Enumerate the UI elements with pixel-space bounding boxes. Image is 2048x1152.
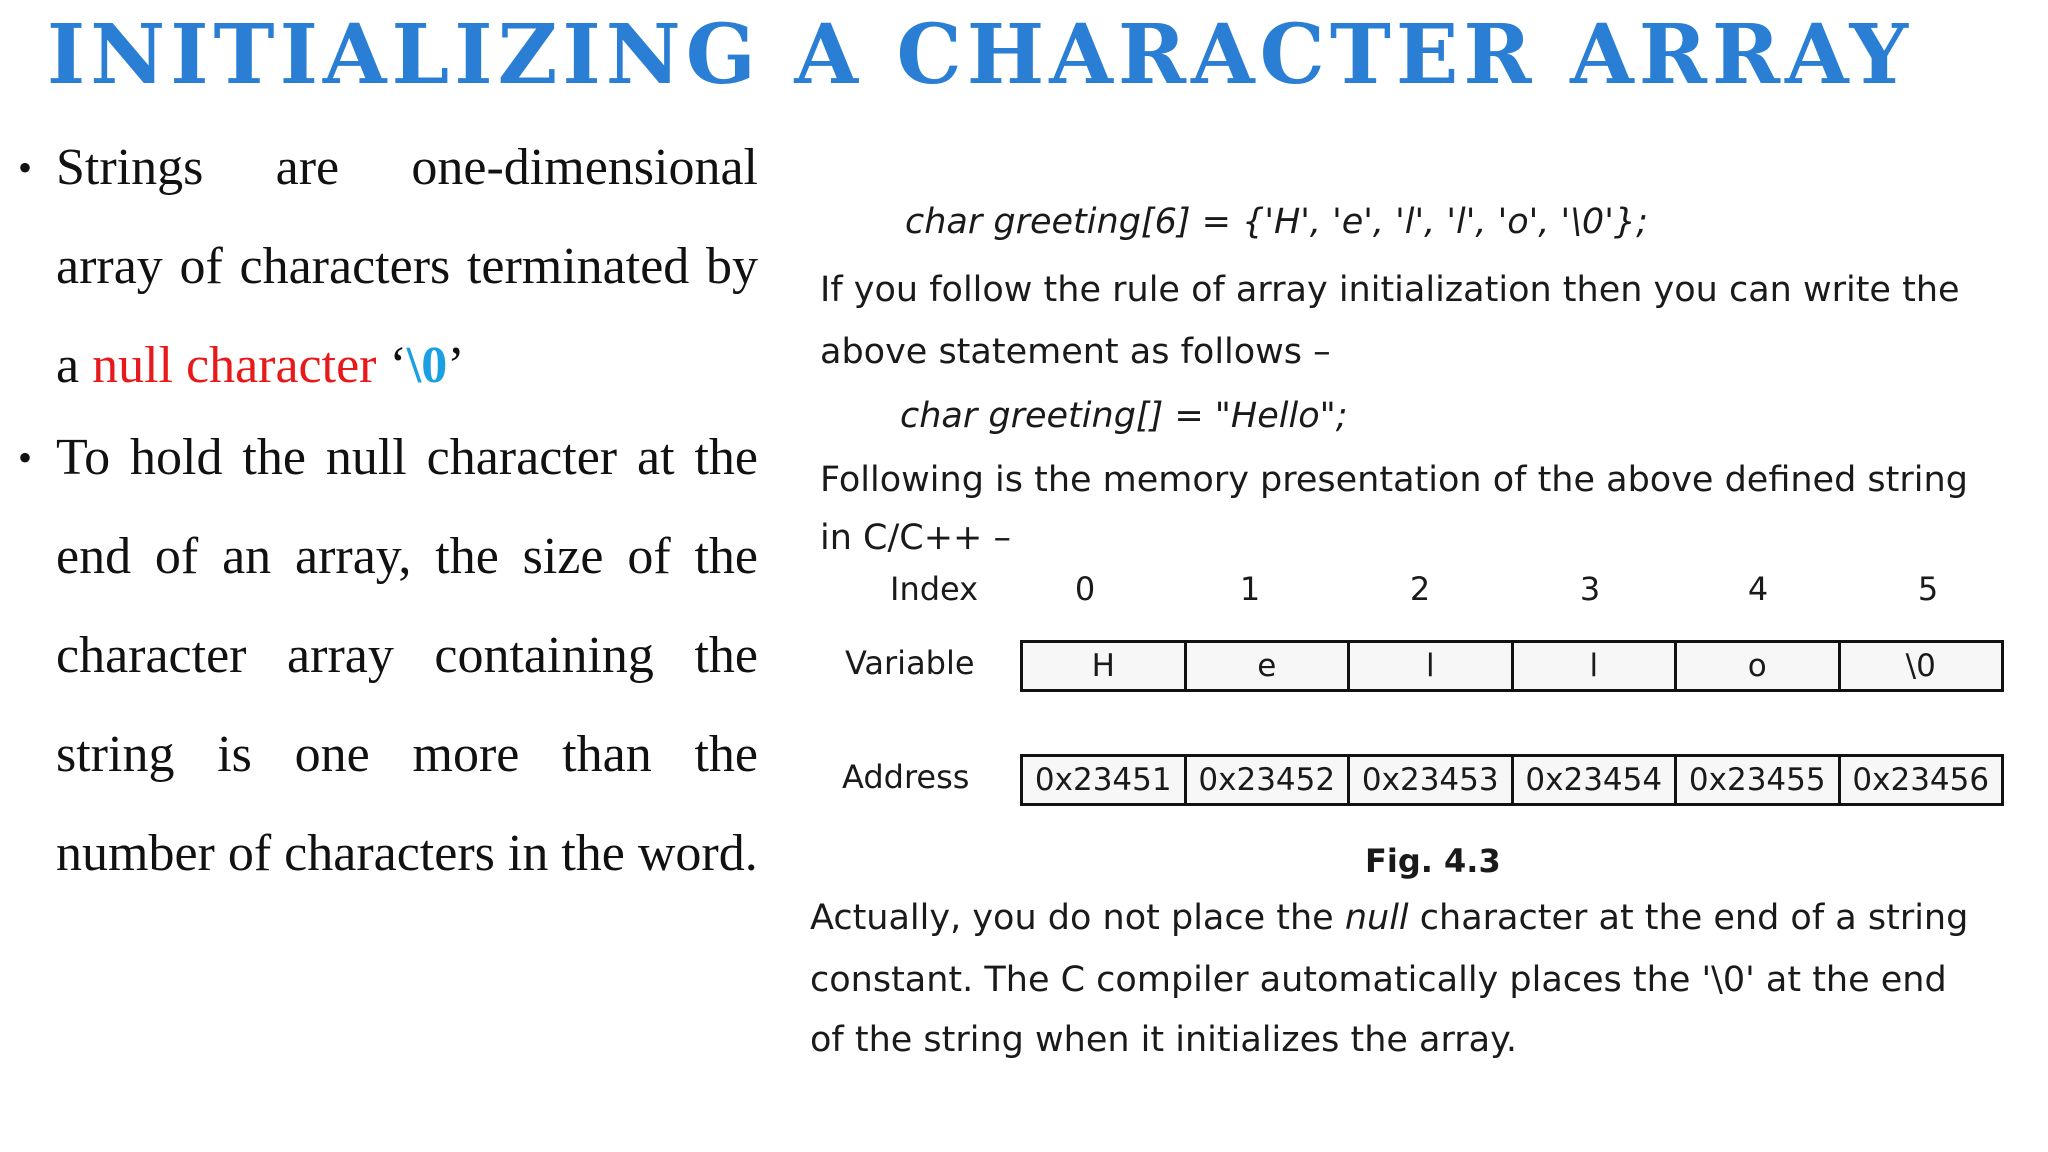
code-line-2: char greeting[] = "Hello"; xyxy=(900,396,1348,436)
null-italic: null xyxy=(1344,898,1409,938)
paragraph-3-line-3: of the string when it initializes the array. xyxy=(810,1020,1517,1060)
bullet-strings-definition xyxy=(18,118,758,415)
index-value: 0 xyxy=(1074,570,1096,608)
slide-title: INITIALIZING A CHARACTER ARRAY xyxy=(46,7,1914,103)
figure-caption: Fig. 4.3 xyxy=(1365,842,1501,880)
index-value: 1 xyxy=(1239,570,1261,608)
variable-cell: \0 xyxy=(1905,648,1936,684)
bullet-2-text: To hold the null character at the end of an array, the size of the character array containing the string is one more than the number of characters in the word. xyxy=(56,429,758,882)
paragraph-1-line-1: If you follow the rule of array initialization then you can write the xyxy=(820,270,1960,310)
address-cell: 0x23455 xyxy=(1677,757,1841,803)
paragraph-2-line-1: Following is the memory presentation of the above defined string xyxy=(820,460,1968,500)
index-value: 4 xyxy=(1747,570,1769,608)
variable-cell: l xyxy=(1350,643,1514,689)
bullet-dot-icon: • xyxy=(18,145,33,190)
bullet-array-size xyxy=(18,408,758,903)
variable-cell: e xyxy=(1187,643,1351,689)
bullet-dot-icon: • xyxy=(18,435,33,480)
variable-cell: H xyxy=(1023,643,1187,689)
variable-cell: o xyxy=(1677,643,1841,689)
address-cell: 0x23451 xyxy=(1023,757,1187,803)
open-quote: ‘ xyxy=(376,337,407,394)
index-value: 5 xyxy=(1917,570,1939,608)
address-label: Address xyxy=(842,758,970,796)
variable-row xyxy=(1020,640,2004,692)
null-terminator-code: \0 xyxy=(406,337,448,394)
null-character-highlight: null character xyxy=(92,337,377,394)
index-value: 2 xyxy=(1409,570,1431,608)
index-value: 3 xyxy=(1579,570,1601,608)
code-line-1: char greeting[6] = {'H', 'e', 'l', 'l', 'o', '\0'}; xyxy=(905,202,1648,242)
paragraph-3-part-b: character at the end of a string xyxy=(1408,898,1969,938)
paragraph-3-part-a: Actually, you do not place the xyxy=(810,898,1345,938)
bullet-list xyxy=(18,118,758,896)
address-cell: 0x23454 xyxy=(1514,757,1678,803)
variable-label: Variable xyxy=(845,644,975,682)
bullet-1-text: Strings are one-dimensional array of characters terminated by a xyxy=(56,139,758,394)
book-excerpt-image xyxy=(790,180,2040,1080)
paragraph-3-line-1 xyxy=(810,898,1968,938)
variable-cell: l xyxy=(1514,643,1678,689)
paragraph-3-line-2: constant. The C compiler automatically places the '\0' at the end xyxy=(810,960,1947,1000)
close-quote: ’ xyxy=(447,337,465,394)
address-cell: 0x23456 xyxy=(1852,762,1990,798)
paragraph-2-line-2: in C/C++ – xyxy=(820,518,1011,558)
address-row xyxy=(1020,754,2004,806)
address-cell: 0x23453 xyxy=(1350,757,1514,803)
paragraph-1-line-2: above statement as follows – xyxy=(820,332,1331,372)
address-cell: 0x23452 xyxy=(1187,757,1351,803)
index-label: Index xyxy=(890,570,979,608)
